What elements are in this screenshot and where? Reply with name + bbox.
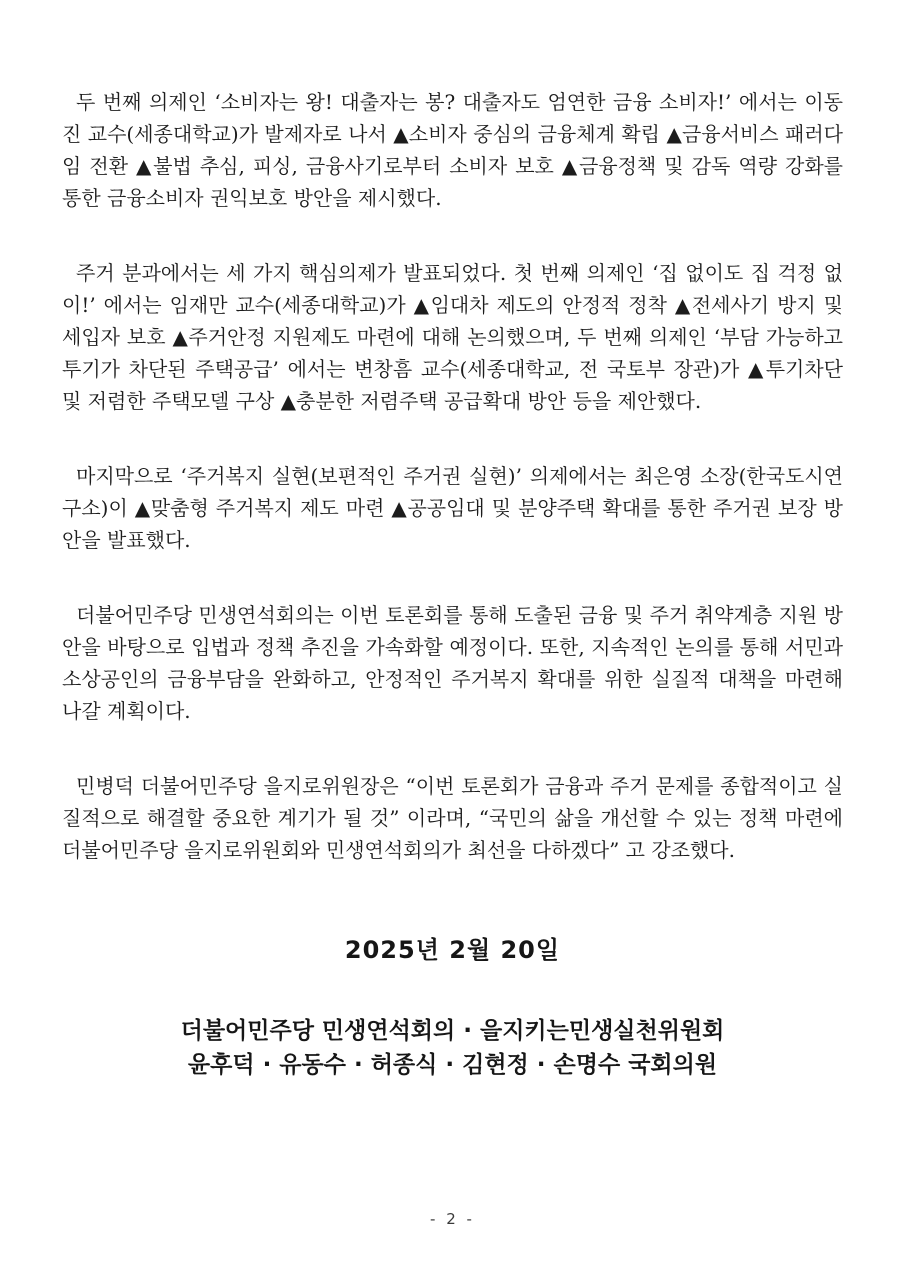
- body-paragraph: 마지막으로 ‘주거복지 실현(보편적인 주거권 실현)’ 의제에서는 최은영 소장(한국도시연구소)이 ▲맞춤형 주거복지 제도 마련 ▲공공임대 및 분양주택 확대를 통한 주거권 보장 방안을 발표했다.: [62, 464, 843, 552]
- document-body: [62, 86, 843, 866]
- body-paragraph: 두 번째 의제인 ‘소비자는 왕! 대출자는 봉? 대출자도 엄연한 금융 소비자!’ 에서는 이동진 교수(세종대학교)가 발제자로 나서 ▲소비자 중심의 금융체계 확립 ▲금융서비스 패러다임 전환 ▲불법 추심, 피싱, 금융사기로부터 소비자 보호 ▲금융정책 및 감독 역량 강화를 통한 금융소비자 권익보호 방안을 제시했다.: [62, 90, 843, 210]
- body-paragraph: 민병덕 더불어민주당 을지로위원장은 “이번 토론회가 금융과 주거 문제를 종합적이고 실질적으로 해결할 중요한 계기가 될 것” 이라며, “국민의 삶을 개선할 수 있는 정책 마련에 더불어민주당 을지로위원회와 민생연석회의가 최선을 다하겠다” 고 강조했다.: [62, 774, 843, 862]
- body-paragraph: 더불어민주당 민생연석회의는 이번 토론회를 통해 도출된 금융 및 주거 취약계층 지원 방안을 바탕으로 입법과 정책 추진을 가속화할 예정이다. 또한, 지속적인 논의를 통해 서민과 소상공인의 금융부담을 완화하고, 안정적인 주거복지 확대를 위한 실질적 대책을 마련해 나갈 계획이다.: [62, 603, 843, 723]
- signature-block: [62, 1014, 843, 1082]
- body-paragraph: 주거 분과에서는 세 가지 핵심의제가 발표되었다. 첫 번째 의제인 ‘집 없이도 집 걱정 없이!’ 에서는 임재만 교수(세종대학교)가 ▲임대차 제도의 안정적 정착 ▲전세사기 방지 및 세입자 보호 ▲주거안정 지원제도 마련에 대해 논의했으며, 두 번째 의제인 ‘부담 가능하고 투기가 차단된 주택공급’ 에서는 변창흠 교수(세종대학교, 전 국토부 장관)가 ▲투기차단 및 저렴한 주택모델 구상 ▲충분한 저렴주택 공급확대 방안 등을 제안했다.: [62, 261, 843, 413]
- signature-line-organizations: 더불어민주당 민생연석회의 · 을지키는민생실천위원회: [180, 1018, 725, 1044]
- page-number: - 2 -: [430, 1210, 475, 1228]
- signature-line-members: 윤후덕 · 유동수 · 허종식 · 김현정 · 손명수 국회의원: [187, 1052, 718, 1078]
- date-line: 2025년 2월 20일: [344, 936, 561, 964]
